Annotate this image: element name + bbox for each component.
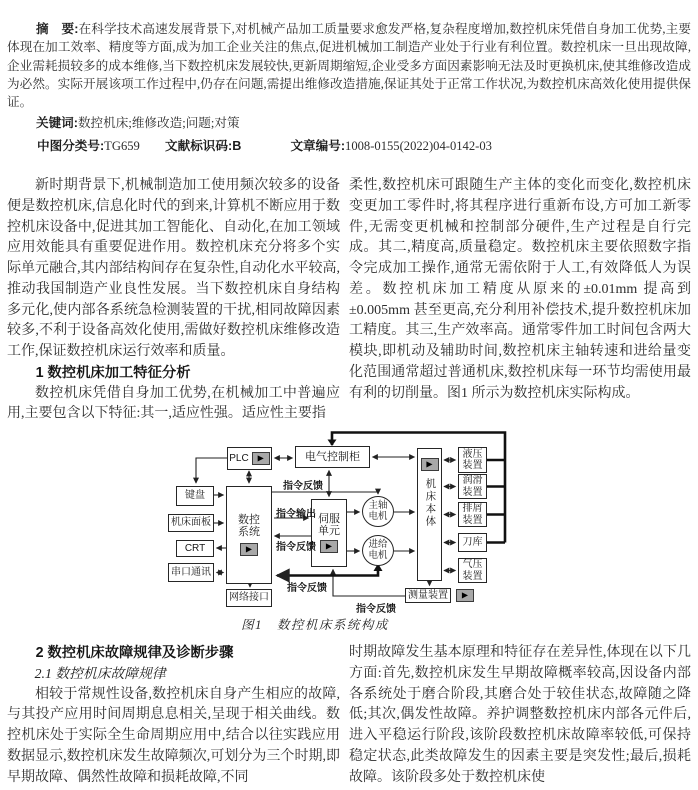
edge-label-cmd-feedback: 指令反馈 xyxy=(283,481,323,492)
body-columns-top xyxy=(7,176,691,428)
abstract-text: 在科学技术高速发展背景下,对机械产品加工质量要求愈发严格,复杂程度增加,数控机床凭借自身加工优势,主要体现在加工效率、精度等方面,成为加工企业关注的焦点,促进机械加工制造产业处于行业有利位置。数控机床一旦出现故障,企业需耗损较多的成本维修,当下数控机床发展较快,更新周期缩短,企业受多方面因素影响无法及时更换机床,使其维修改造成为必然。实际开展该项工作过程中,仍存在问题,需提出维修改造措施,保证其处于正常工作状况,为数控机床高效化使用提供保证。 xyxy=(7,22,691,110)
keywords-label: 关键词: xyxy=(35,116,78,131)
play-icon: ▶ xyxy=(456,589,474,602)
node-plc-label: PLC xyxy=(229,452,249,464)
doc-code-label: 文献标识码: xyxy=(165,138,233,153)
node-label: 数控系统 xyxy=(237,513,260,538)
meta-row xyxy=(7,137,691,155)
node-label: 电气控制柜 xyxy=(305,450,360,463)
play-icon: ▶ xyxy=(252,452,270,465)
node-machine-body xyxy=(417,448,442,581)
paragraph: 新时期背景下,机械制造加工使用频次较多的设备便是数控机床,信息化时代的到来,计算机不断应用于数控机床设备中,促进其加工智能化、自动化,在加工领域应用效能具有重要促进作用。数控机床充分将多个实际单元融合,其内部结构间存在复杂性,自动化水平较高,推动我国制造产业良性发展。当下数控机床自身结构多元化,使内部各系统急检测装置的干扰,相同故障因素较多,不利于设备高效化使用,需做好数控机床维修改造工作,保证数控机床运行效率和质量。 xyxy=(7,178,340,360)
clc-segment xyxy=(37,139,140,153)
column-right-bottom xyxy=(349,643,691,790)
play-icon: ▶ xyxy=(421,458,439,471)
node-lubrication-device xyxy=(458,474,487,499)
play-icon: ▶ xyxy=(320,540,338,553)
abstract-label: 摘 要: xyxy=(35,22,79,36)
play-icon: ▶ xyxy=(240,543,258,556)
article-id-label: 文章编号: xyxy=(290,138,346,153)
column-right-top xyxy=(349,176,691,428)
node-chip-removal-device xyxy=(458,502,487,527)
node-label: 主轴电机 xyxy=(368,499,388,522)
node-servo-unit xyxy=(311,499,347,567)
article-id-segment xyxy=(290,139,492,153)
clc-label: 中图分类号: xyxy=(37,138,105,153)
node-measuring-device xyxy=(405,588,451,603)
edge-label-cmd-feedback: 指令反馈 xyxy=(276,542,316,553)
section-heading-2: 2 数控机床故障规律及诊断步骤 xyxy=(35,645,234,661)
paragraph: 时期故障发生基本原理和特征存在差异性,体现在以下几方面:首先,数控机床发生早期故障概率较高,因设备内部各系统处于磨合阶段,其磨合处于较佳状态,故障随之降低;其次,偶发性故障。养护调整数控机床内部各元件后,进入平稳运行阶段,该阶段数控机床故障率较低,可保持稳定状态,此类故障发生的因素主要是突发性;最后,损耗故障。该阶段多处于数控机床使 xyxy=(349,645,691,785)
node-pneumatic-device xyxy=(458,558,487,583)
node-cnc-system xyxy=(226,486,272,584)
node-label: 气压装置 xyxy=(462,559,483,582)
node-spindle-motor xyxy=(362,496,394,527)
node-network-interface xyxy=(226,589,272,607)
node-label: 润滑装置 xyxy=(462,475,483,498)
node-machine-panel xyxy=(168,514,214,532)
edge-label-cmd-feedback: 指令反馈 xyxy=(287,583,327,594)
column-left-top xyxy=(7,176,340,428)
node-label: 伺服单元 xyxy=(317,512,340,537)
doc-code-value: B xyxy=(232,138,242,153)
paragraph: 相较于常规性设备,数控机床自身产生相应的故障,与其投产应用时间周期息息相关,呈现于相关曲线。数控机床处于实际全生命周期应用中,结合以往实践应用数据显示,数控机床发生故障频次,可划分为三个时期,即早期故障、偶然性故障和损耗故障,不同 xyxy=(7,686,340,785)
node-hydraulic-device xyxy=(458,447,487,473)
node-label: 机床本体 xyxy=(424,478,437,528)
edge-label-cmd-feedback: 指令反馈 xyxy=(356,604,396,615)
node-label: 网络接口 xyxy=(229,592,269,604)
section-heading-1: 1 数控机床加工特征分析 xyxy=(35,364,191,381)
doc-code-segment xyxy=(165,139,241,153)
edge-label-cmd-output: 指令输出 xyxy=(276,509,316,520)
keywords-text: 数控机床;维修改造;问题;对策 xyxy=(77,116,240,131)
figure-1 xyxy=(0,430,698,635)
node-plc xyxy=(227,447,272,470)
node-label: 进给电机 xyxy=(368,538,388,561)
node-label: 刀库 xyxy=(462,536,483,548)
node-serial-comm xyxy=(168,563,214,582)
subsection-heading-2-1: 2.1 数控机床故障规律 xyxy=(34,665,166,681)
node-feed-motor xyxy=(362,535,394,566)
node-label: 测量装置 xyxy=(408,589,448,601)
node-label: CRT xyxy=(184,542,206,554)
node-label: 液压装置 xyxy=(462,448,483,471)
figure-caption: 图1 数控机床系统构成 xyxy=(241,618,389,632)
front-matter xyxy=(7,20,691,155)
node-electric-cabinet xyxy=(295,446,370,468)
node-crt xyxy=(176,540,214,557)
node-label: 键盘 xyxy=(185,490,205,502)
paragraph: 柔性,数控机床可跟随生产主体的变化而变化,数控机床变更加工零件时,将其程序进行重新布设,方可加工新零件,无需变更机械和控制部分硬件,生产过程是自行完成。其二,精度高,质量稳定。数控机床主要依照数字指令完成加工操作,通常无需依附于人工,有效降低人为误差。数控机床加工精度从原来的±0.01mm 提高到±0.005mm 甚至更高,充分利用补偿技术,提升数控机床加工精度。其三,生产效率高。通常零件加工时间包含两大模块,即机动及辅助时间,数控机床主轴转速和进给量变化范围通常超过普通机床,数控机床每一环节均需使用最有利的切削量。图1 所示为数控机床实际构成。 xyxy=(349,178,691,401)
node-label: 排屑装置 xyxy=(462,503,483,526)
article-id-value: 1008-0155(2022)04-0142-03 xyxy=(345,138,492,153)
node-label: 机床面板 xyxy=(171,517,211,529)
column-left-bottom xyxy=(7,643,340,790)
keywords-line xyxy=(7,114,691,132)
node-tool-magazine xyxy=(458,533,487,552)
paragraph: 数控机床凭借自身加工优势,在机械加工中普遍应用,主要包含以下特征:其一,适应性强。适应性主要指 xyxy=(7,385,340,422)
clc-value: TG659 xyxy=(104,138,140,153)
node-keyboard xyxy=(176,486,214,506)
node-label: 串口通讯 xyxy=(171,566,211,578)
body-columns-bottom xyxy=(7,643,691,790)
abstract xyxy=(7,20,691,111)
